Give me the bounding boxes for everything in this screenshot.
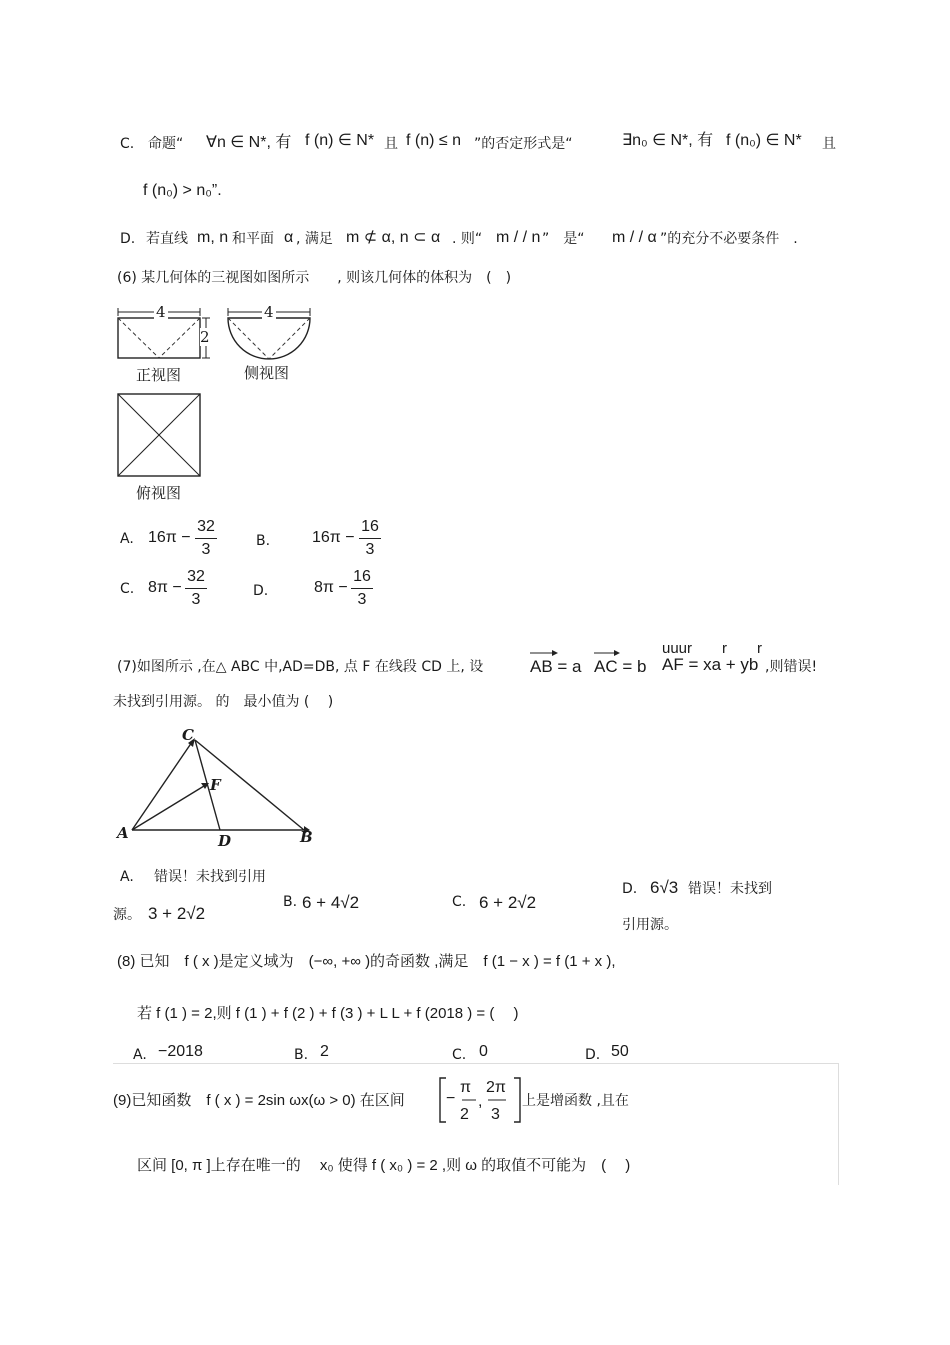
q5c-f2: f (n) ≤ n — [406, 132, 462, 149]
q8-opt-c-value: 0 — [479, 1043, 488, 1060]
q9-stem1: (9)已知函数 f ( x ) = 2sin ωx(ω > 0) 在区间 — [113, 1092, 405, 1109]
point-a-label: A — [117, 824, 129, 842]
q5d-mparn: m / / n — [496, 229, 541, 246]
top-view-figure — [116, 392, 204, 478]
q5d-alpha: α — [284, 229, 294, 246]
q7-opt-a-letter: A. — [120, 869, 134, 885]
q6-opt-b-den: 3 — [365, 541, 375, 558]
frame-line-right — [838, 1063, 839, 1185]
q6-opt-a-den: 3 — [201, 541, 211, 558]
q7-af: AF = xa + yb — [662, 655, 759, 674]
q5d-text3: , 满足 — [296, 231, 333, 247]
q7-opt-b-value: 6 + 4√2 — [302, 893, 360, 912]
q5d-mn: m, n — [197, 229, 229, 246]
q7-opt-c-value: 6 + 2√2 — [479, 893, 537, 912]
q6-opt-d-fraction — [351, 567, 373, 610]
q5d-text2: 和平面 — [232, 231, 274, 247]
q6-opt-a-num: 32 — [197, 518, 215, 535]
q5d-text5: ” 是“ — [542, 231, 585, 247]
q6-opt-d-int: 8π − — [314, 579, 348, 596]
q6-opt-c-fraction — [185, 567, 207, 610]
frame-line-top — [113, 1063, 838, 1064]
q9-int-3: 3 — [491, 1106, 500, 1123]
top-view-label: 俯视图 — [136, 484, 182, 502]
q8-opt-a-letter: A. — [133, 1047, 147, 1063]
q5c-qie2: 且 — [822, 136, 836, 152]
q9-int-pi: π — [460, 1079, 472, 1096]
point-c-label: C — [182, 726, 194, 744]
q7-stem-tail: ,则错误! — [765, 659, 818, 675]
q5c-exists: ∃n₀ ∈ N*, 有 — [622, 132, 714, 149]
point-b-label: B — [300, 828, 313, 846]
q7-opt-a-value: 3 + 2√2 — [148, 904, 206, 923]
q7-ab: AB = a — [530, 657, 582, 676]
q8-stem2: 若 f (1 ) = 2,则 f (1 ) + f (2 ) + f (3 ) + L L + f (2018 ) = ( ) — [137, 1005, 519, 1022]
q9-int-neg: − — [446, 1090, 456, 1107]
q6-opt-c-num: 32 — [187, 568, 205, 585]
q5c-qie: 且 — [384, 136, 398, 152]
q8-opt-d-letter: D. — [585, 1047, 601, 1063]
q5c-f3: f (n₀) ∈ N* — [726, 132, 802, 149]
q6-opt-a-fraction — [195, 517, 217, 560]
q5c-text: 命题“ — [148, 136, 184, 152]
q8-opt-c-letter: C. — [452, 1047, 467, 1063]
q9-int-comma: , — [478, 1093, 483, 1110]
q8-opt-b-value: 2 — [320, 1043, 329, 1060]
q7-opt-a-cont: 源。 — [113, 907, 141, 923]
q6-opt-d-den: 3 — [357, 591, 367, 608]
front-dim: 4 — [156, 303, 166, 321]
q7-opt-b-letter: B. — [283, 894, 298, 910]
q7-ac: AC = b — [594, 657, 647, 676]
q6-opt-c-int: 8π − — [148, 579, 182, 596]
q7-opt-c-letter: C. — [452, 894, 467, 910]
q6-opt-d-letter: D. — [253, 583, 269, 599]
q6-stem: (6) 某几何体的三视图如图所示 , 则该几何体的体积为 ( ) — [117, 270, 512, 286]
q5c-line2: f (n₀) > n₀”. — [143, 182, 222, 199]
q6-opt-b-int: 16π − — [312, 529, 355, 546]
q6-opt-d-num: 16 — [353, 568, 371, 585]
q6-opt-b-fraction — [359, 517, 381, 560]
q7-opt-a-text: 错误！未找到引用 — [154, 869, 266, 885]
q5d-mpara: m / / α — [612, 229, 657, 246]
q9-int-2: 2 — [460, 1106, 469, 1123]
q7-opt-d-value: 6√3 — [650, 878, 679, 897]
q7-opt-d-text: 错误！未找到 — [688, 881, 772, 897]
q9-int-2pi: 2π — [486, 1079, 506, 1096]
q5d-text1: 若直线 — [146, 231, 188, 247]
q7-stem1: (7)如图所示 ,在△ ABC 中,AD=DB, 点 F 在线段 CD 上, 设 — [117, 659, 484, 675]
q6-opt-c-letter: C. — [120, 581, 135, 597]
side-dim: 4 — [264, 303, 274, 321]
q7-opt-d-cont: 引用源。 — [622, 917, 678, 933]
q8-opt-d-value: 50 — [611, 1043, 629, 1060]
q5c-text2: ”的否定形式是“ — [474, 136, 573, 152]
q7-stem2: 未找到引用源。 的 最小值为 ( ) — [113, 694, 334, 710]
q5c-forall: ∀n ∈ N*, 有 — [206, 134, 292, 151]
q6-opt-b-num: 16 — [361, 518, 379, 535]
q8-opt-b-letter: B. — [294, 1047, 309, 1063]
q6-opt-c-den: 3 — [191, 591, 201, 608]
q5d-cond: m ⊄ α, n ⊂ α — [346, 229, 441, 246]
vector-arrow-marks — [528, 648, 648, 658]
q7-arrow-marks: uuur r r — [662, 640, 763, 657]
front-view-label: 正视图 — [136, 366, 182, 384]
q9-stem2: 区间 [0, π ]上存在唯一的 x₀ 使得 f ( x₀ ) = 2 ,则 ω 的取值不可能为 ( ) — [137, 1157, 631, 1174]
q6-opt-b-letter: B. — [256, 533, 271, 549]
point-f-label: F — [210, 776, 221, 794]
q5c-letter: C. — [120, 136, 135, 152]
q5d-text6: ”的充分不必要条件 . — [660, 231, 798, 247]
q9-stem1-tail: 上是增函数 ,且在 — [522, 1093, 629, 1109]
q5c-f1: f (n) ∈ N* — [305, 132, 375, 149]
q6-opt-a-int: 16π − — [148, 529, 191, 546]
q8-opt-a-value: −2018 — [158, 1043, 203, 1060]
height-dim: 2 — [200, 328, 210, 346]
q8-stem1: (8) 已知 f ( x )是定义域为 (−∞, +∞ )的奇函数 ,满足 f (1 − x ) = f (1 + x ), — [117, 953, 616, 970]
q5d-letter: D. — [120, 231, 136, 247]
q7-opt-d-letter: D. — [622, 881, 638, 897]
q6-opt-a-letter: A. — [120, 531, 134, 547]
q5d-text4: . 则“ — [452, 231, 483, 247]
side-view-label: 侧视图 — [244, 364, 290, 382]
point-d-label: D — [218, 832, 232, 850]
